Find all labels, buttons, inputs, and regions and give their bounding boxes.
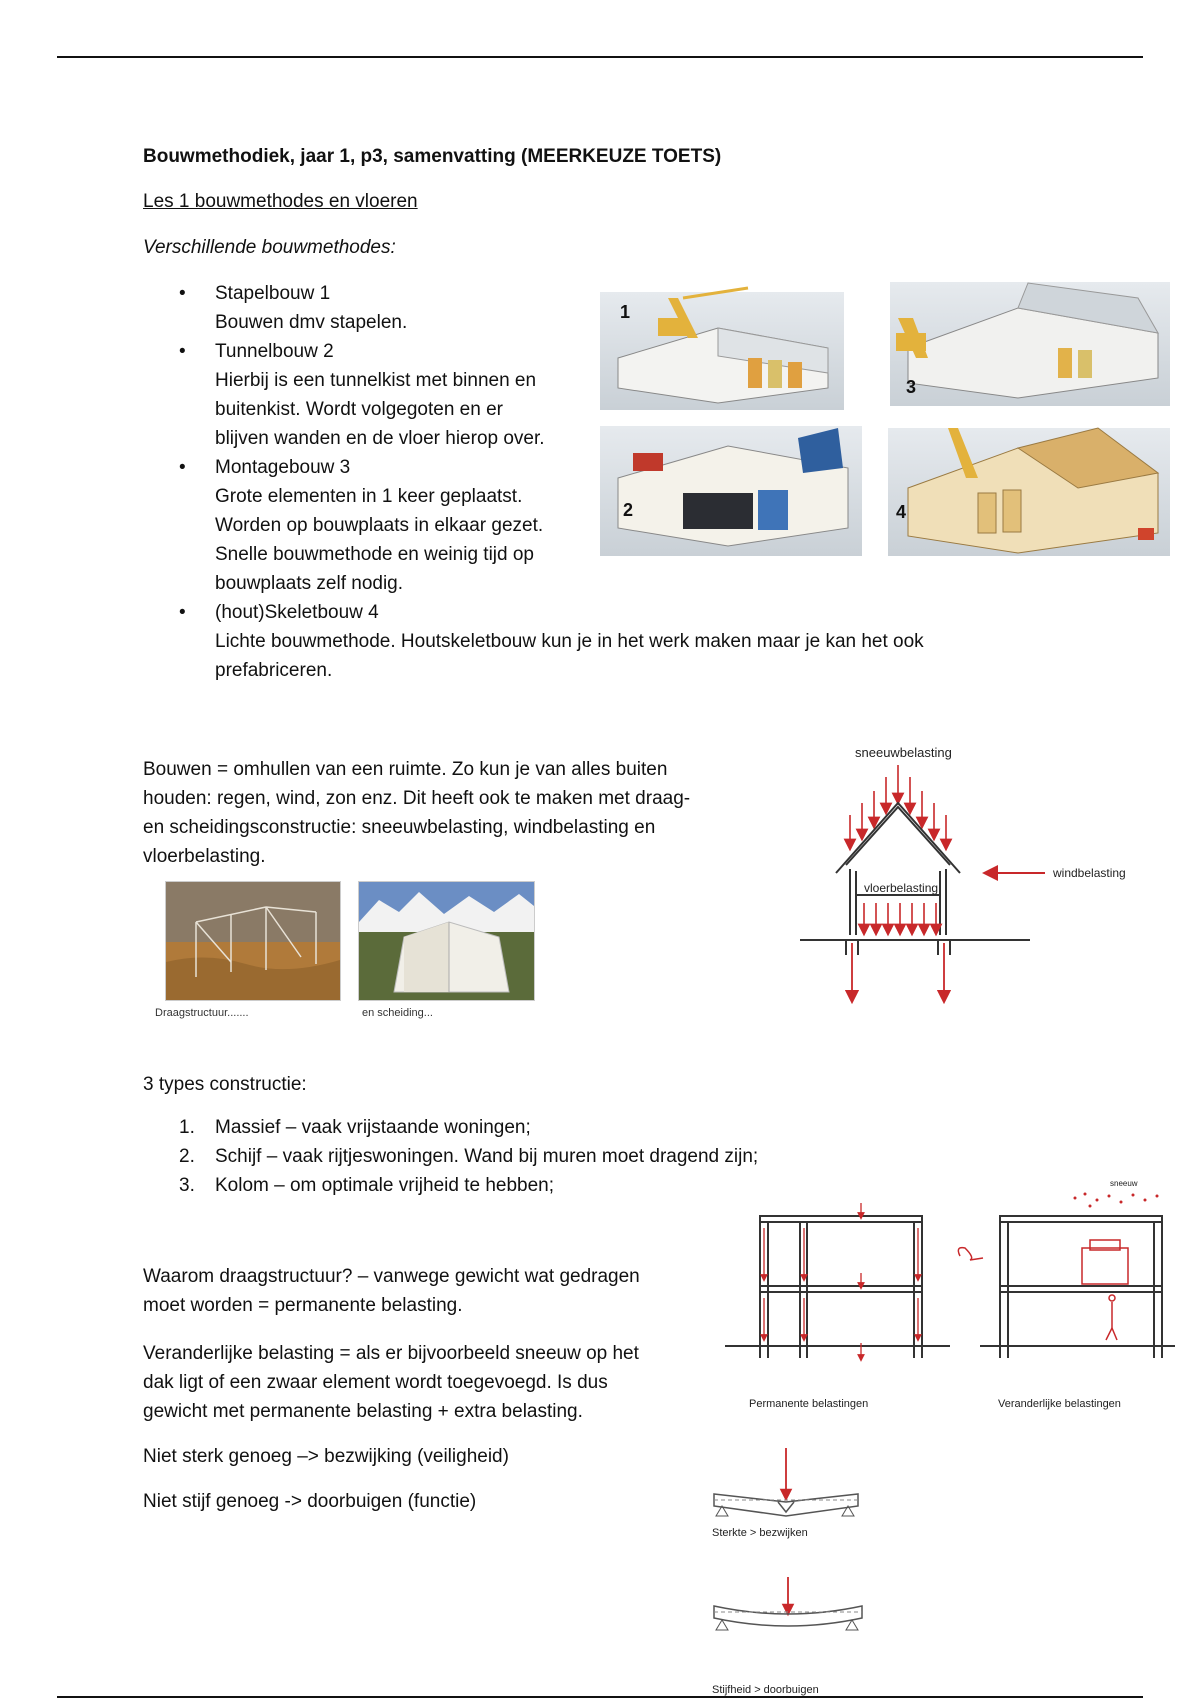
strength-beam [712, 1448, 858, 1539]
method-line: Hierbij is een tunnelkist met binnen en [215, 370, 537, 391]
load-diagram [800, 735, 1170, 1035]
method-line: prefabriceren. [215, 660, 333, 681]
image-number: 3 [906, 377, 917, 397]
wind-load-label: windbelasting [1053, 866, 1126, 880]
tent-photo [358, 881, 535, 1001]
draag-paragraph [143, 1262, 703, 1320]
paragraph-line: dak ligt of een zwaar element wordt toegevoegd. Is dus [143, 1372, 608, 1393]
snow-arrows [850, 765, 946, 845]
paragraph-line: houden: regen, wind, zon enz. Dit heeft ook te maken met draag- [143, 788, 691, 809]
belasting-diagrams [725, 1178, 1175, 1418]
bullet: • [179, 283, 186, 304]
method-line: blijven wanden en de vloer hierop over. [215, 428, 545, 449]
floor-load-label: vloerbelasting [864, 881, 939, 895]
paragraph-line: en scheidingsconstructie: sneeuwbelasting, windbelasting en [143, 817, 656, 838]
sterk-line: Niet sterk genoeg –> bezwijking (veiligheid) [143, 1446, 509, 1467]
image-number: 2 [623, 500, 634, 520]
beam-caption: Sterkte > bezwijken [712, 1527, 808, 1539]
foundation-arrows [852, 943, 944, 997]
method-line: Worden op bouwplaats in elkaar gezet. [215, 515, 544, 536]
list-text: Massief – vaak vrijstaande woningen; [215, 1117, 531, 1138]
variable-loads [958, 1240, 1128, 1340]
method-line: Lichte bouwmethode. Houtskeletbouw kun je in het werk maken maar je kan het ook [215, 631, 924, 652]
method-line: buitenkist. Wordt volgegoten en er [215, 399, 503, 420]
types-heading: 3 types constructie: [143, 1074, 307, 1095]
list-number: 3. [179, 1175, 195, 1196]
document-title: Bouwmethodiek, jaar 1, p3, samenvatting (MEERKEUZE TOETS) [143, 146, 722, 167]
beam-caption: Stijfheid > doorbuigen [712, 1684, 819, 1696]
snow-load-label: sneeuwbelasting [855, 745, 952, 760]
list-text: Schijf – vaak rijtjeswoningen. Wand bij muren moet dragend zijn; [215, 1146, 759, 1167]
tunnelbouw-illustration [600, 426, 862, 556]
method-name: (hout)Skeletbouw 4 [215, 602, 379, 623]
paragraph-line: gewicht met permanente belasting + extra belasting. [143, 1401, 583, 1422]
floor-arrows [864, 903, 936, 930]
list-item [179, 1142, 915, 1171]
bullet: • [179, 341, 186, 362]
bottom-rule [57, 1696, 1143, 1698]
paragraph-line: Bouwen = omhullen van een ruimte. Zo kun je van alles buiten [143, 759, 668, 780]
list-number: 2. [179, 1146, 195, 1167]
method-name: Stapelbouw 1 [215, 283, 331, 304]
draagstructuur-photo [165, 881, 341, 1001]
bullet: • [179, 602, 186, 623]
house-section [800, 803, 1030, 955]
top-rule [57, 56, 1143, 58]
list-number: 1. [179, 1117, 195, 1138]
paragraph-line: Veranderlijke belasting = als er bijvoorbeeld sneeuw op het [143, 1343, 639, 1364]
list-text: Kolom – om optimale vrijheid te hebben; [215, 1175, 555, 1196]
permanent-caption: Permanente belastingen [749, 1398, 869, 1410]
photo-caption: en scheiding... [362, 1007, 433, 1019]
method-line: Bouwen dmv stapelen. [215, 312, 408, 333]
paragraph-line: vloerbelasting. [143, 846, 266, 867]
houtskeletbouw-illustration [888, 428, 1170, 556]
stiffness-beam [712, 1577, 862, 1696]
section-heading: Verschillende bouwmethodes: [143, 237, 396, 258]
lesson-heading: Les 1 bouwmethodes en vloeren [143, 191, 418, 212]
beam-diagrams [708, 1440, 908, 1696]
list-item [179, 1113, 915, 1142]
image-number: 4 [896, 502, 907, 522]
bullet: • [179, 457, 186, 478]
image-number: 1 [620, 302, 631, 322]
variable-caption: Veranderlijke belastingen [998, 1398, 1121, 1410]
montagebouw-illustration [890, 282, 1170, 406]
variable-frame [980, 1216, 1175, 1358]
list-item [179, 598, 995, 685]
permanent-frame [725, 1216, 950, 1358]
stapelbouw-illustration [600, 288, 844, 410]
bouwen-paragraph [143, 755, 763, 871]
paragraph-line: moet worden = permanente belasting. [143, 1295, 463, 1316]
method-name: Montagebouw 3 [215, 457, 351, 478]
snow-dots [1074, 1193, 1159, 1208]
snow-small-label: sneeuw [1110, 1179, 1138, 1188]
method-line: Grote elementen in 1 keer geplaatst. [215, 486, 523, 507]
method-line: bouwplaats zelf nodig. [215, 573, 404, 594]
method-name: Tunnelbouw 2 [215, 341, 334, 362]
permanent-arrows [764, 1203, 918, 1358]
stijf-line: Niet stijf genoeg -> doorbuigen (functie) [143, 1491, 477, 1512]
building-method-illustrations [598, 278, 1172, 560]
photo-caption: Draagstructuur....... [155, 1007, 249, 1019]
veranderlijk-paragraph [143, 1339, 703, 1426]
paragraph-line: Waarom draagstructuur? – vanwege gewicht wat gedragen [143, 1266, 640, 1287]
method-line: Snelle bouwmethode en weinig tijd op [215, 544, 534, 565]
